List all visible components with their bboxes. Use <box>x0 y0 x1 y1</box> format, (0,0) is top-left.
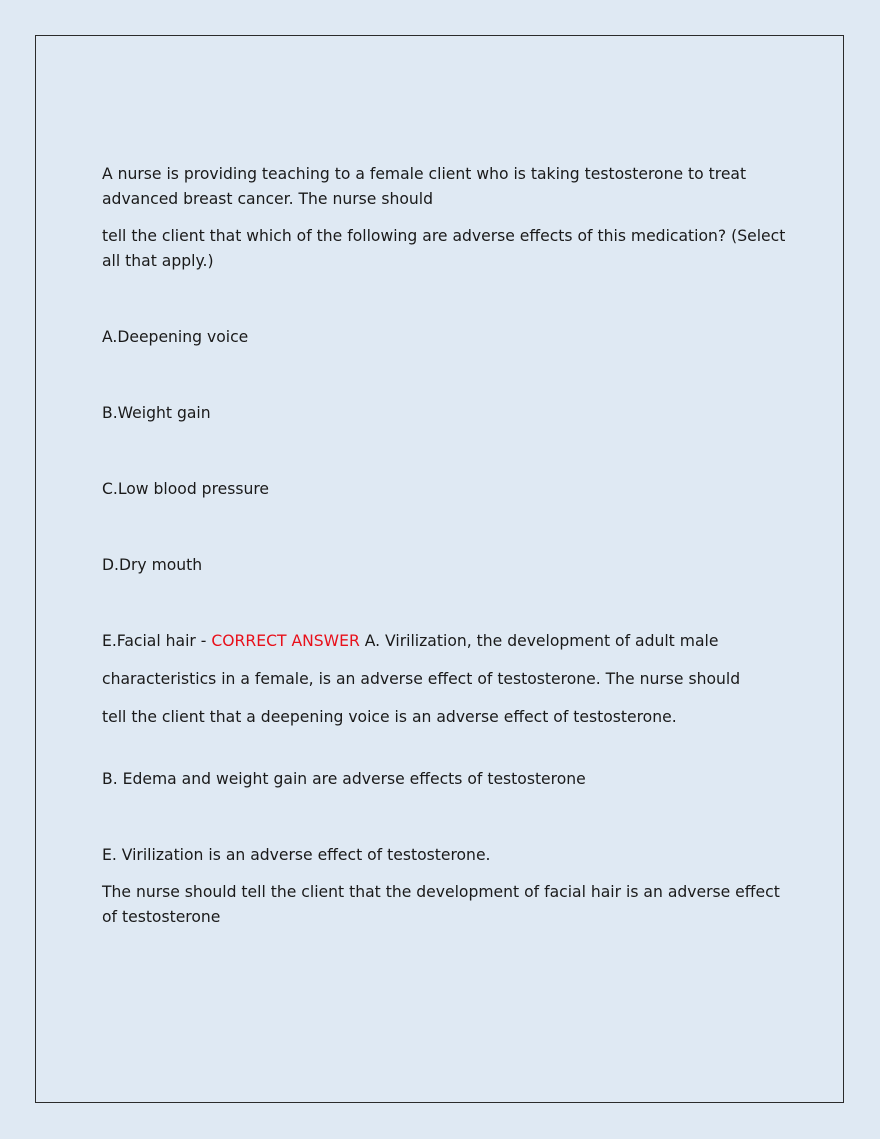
answer-explanation-b: B. Edema and weight gain are adverse effects of testosterone <box>102 770 586 788</box>
option-b: B.Weight gain <box>102 404 211 422</box>
correct-answer-label: CORRECT ANSWER <box>211 632 360 650</box>
document-content <box>102 162 792 930</box>
answer-explanation-a-2: characteristics in a female, is an adverse effect of testosterone. The nurse should <box>102 670 741 688</box>
option-a: A.Deepening voice <box>102 328 249 346</box>
answer-explanation-e-1: E. Virilization is an adverse effect of testosterone. <box>102 846 491 864</box>
option-c: C.Low blood pressure <box>102 480 270 498</box>
question-line-1: A nurse is providing teaching to a female client who is taking testosterone to treat advanced breast cancer. The nurse should <box>102 165 747 208</box>
option-e: E.Facial hair - <box>102 632 212 650</box>
option-d: D.Dry mouth <box>102 556 203 574</box>
answer-explanation-a-3: tell the client that a deepening voice is an adverse effect of testosterone. <box>102 708 677 726</box>
question-line-2: tell the client that which of the following are adverse effects of this medication? (Select all that apply.) <box>102 227 786 270</box>
answer-explanation-e-2: The nurse should tell the client that the development of facial hair is an adverse effect of testosterone <box>102 883 780 926</box>
answer-explanation-a-1: A. Virilization, the development of adult male <box>359 632 719 650</box>
option-e-with-answer <box>102 629 792 654</box>
